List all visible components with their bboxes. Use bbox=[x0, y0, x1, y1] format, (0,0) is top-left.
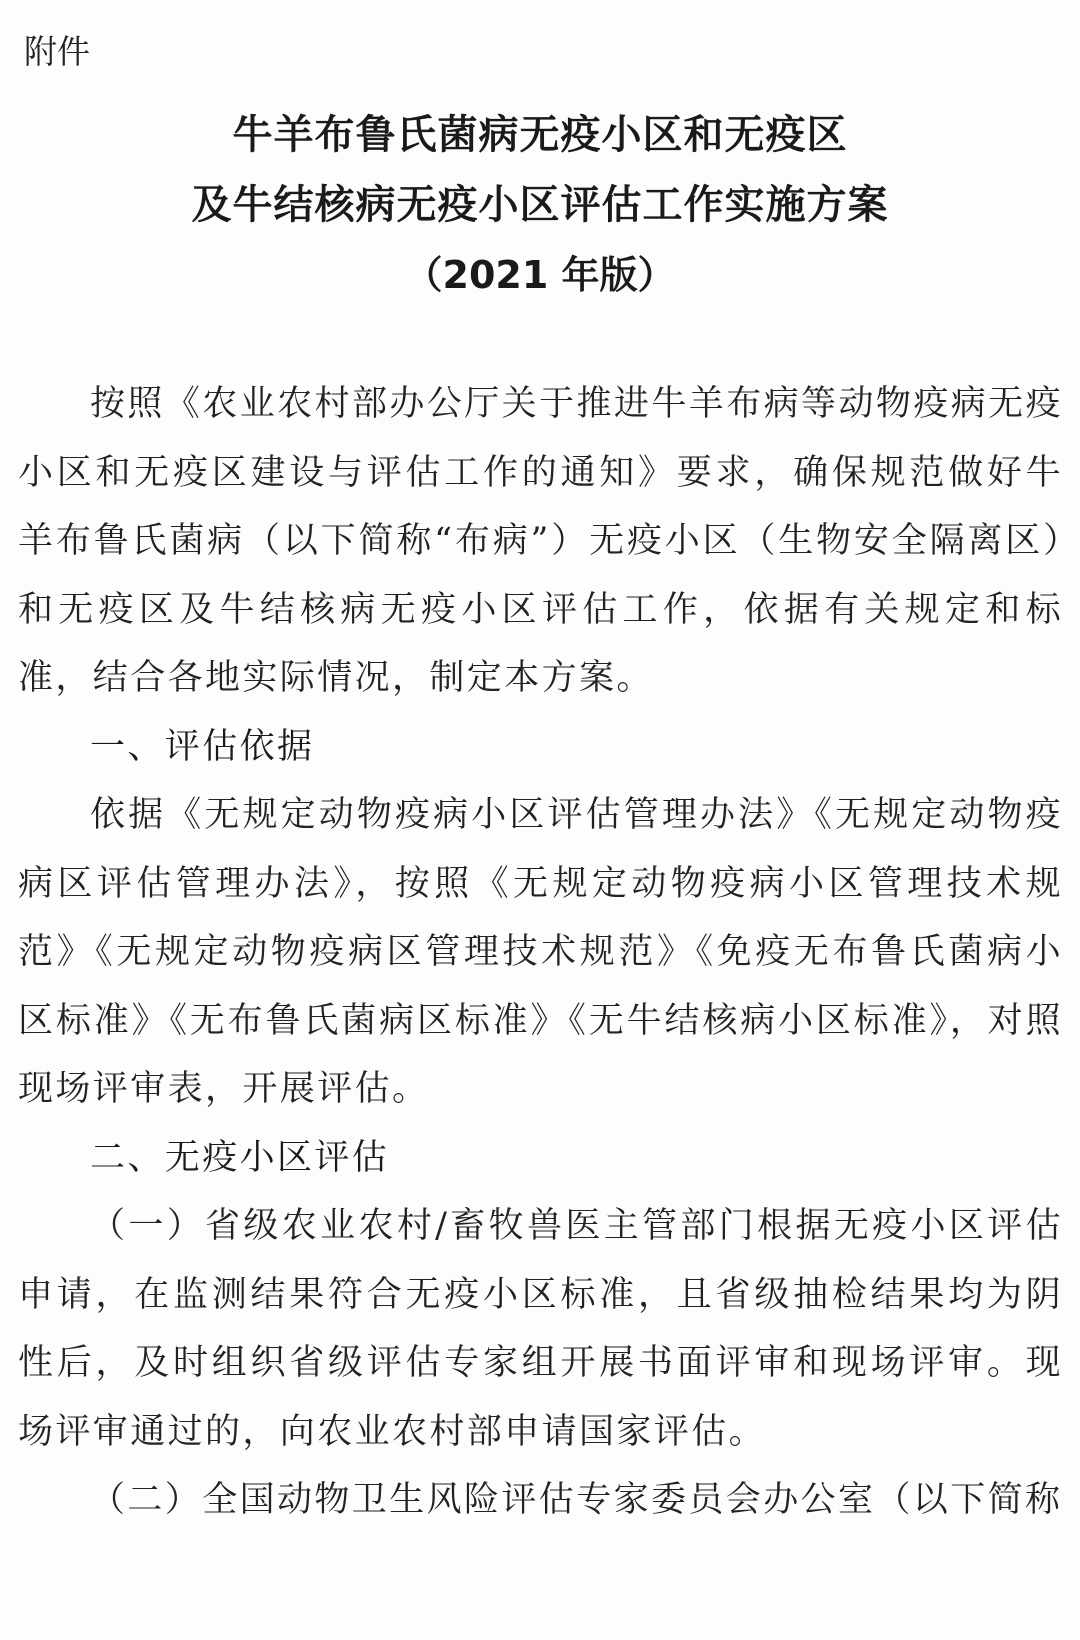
title-line-2: 及牛结核病无疫小区评估工作实施方案 bbox=[191, 182, 889, 228]
section1-paragraph: 依据《无规定动物疫病小区评估管理办法》《无规定动物疫病区评估管理办法》，按照《无规定动物疫病小区管理技术规范》《无规定动物疫病区管理技术规范》《免疫无布鲁氏菌病小区标准》《无布鲁氏菌病区标准》《无牛结核病小区标准》，对照现场评审表，开展评估。 bbox=[18, 795, 1063, 1109]
attachment-label: 附件 bbox=[24, 32, 90, 71]
document-title bbox=[0, 100, 1080, 310]
title-line-1: 牛羊布鲁氏菌病无疫小区和无疫区 bbox=[232, 112, 848, 158]
document-body bbox=[18, 370, 1063, 1535]
section2-item-2: （二）全国动物卫生风险评估专家委员会办公室（以下简称 bbox=[90, 1480, 1063, 1520]
intro-paragraph: 按照《农业农村部办公厅关于推进牛羊布病等动物疫病无疫小区和无疫区建设与评估工作的通知》要求，确保规范做好牛羊布鲁氏菌病（以下简称“布病”）无疫小区（生物安全隔离区）和无疫区及牛结核病无疫小区评估工作，依据有关规定和标准，结合各地实际情况，制定本方案。 bbox=[18, 384, 1063, 698]
title-edition: （2021 年版） bbox=[404, 253, 676, 297]
section-heading-1: 一、评估依据 bbox=[90, 726, 315, 767]
section2-item-1: （一）省级农业农村/畜牧兽医主管部门根据无疫小区评估申请，在监测结果符合无疫小区标准，且省级抽检结果均为阴性后，及时组织省级评估专家组开展书面评审和现场评审。现场评审通过的，向农业农村部申请国家评估。 bbox=[18, 1206, 1063, 1452]
section-heading-2: 二、无疫小区评估 bbox=[90, 1137, 390, 1178]
